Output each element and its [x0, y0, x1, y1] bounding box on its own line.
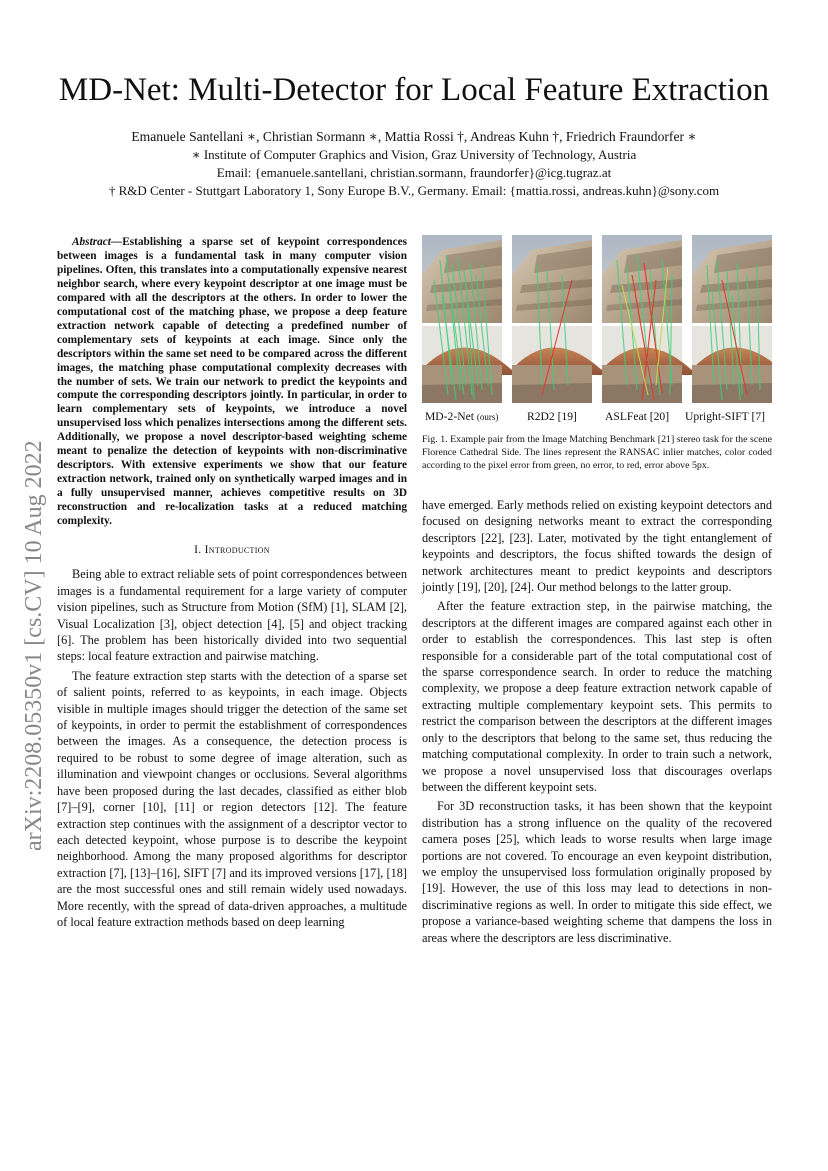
label-aslfeat: ASLFeat [20]	[605, 410, 670, 423]
abstract-label: Abstract—	[72, 236, 123, 248]
figure-1-caption: Fig. 1. Example pair from the Image Matching Benchmark [21] stereo task for the scene Florence Cathedral Side. The lines represent the RANSAC inlier matches, color coded according to the pixel error from green, no error, to red, error above 5px.	[422, 434, 772, 471]
left-column	[57, 236, 407, 933]
paragraph: For 3D reconstruction tasks, it has been shown that the keypoint distribution has a strong influence on the quality of the recovered camera poses [25], which leads to worse results when large image portions are not covered. To encourage an even keypoint distribution, we employ the unsupervised loss formulation originally proposed by [19]. However, the use of this loss may lead to detections in non-discriminative regions as well. In order to mitigate this side effect, we propose a variance-based weighting scheme that dampens the loss in areas where the descriptors are less discriminative.	[422, 799, 772, 945]
label-r2d2: R2D2 [19]	[527, 410, 577, 423]
paper-title: MD-Net: Multi-Detector for Local Feature Extraction	[58, 72, 770, 108]
arxiv-id: arXiv:2208.05350v1 [cs.CV] 10 Aug 2022	[21, 440, 47, 851]
paragraph: have emerged. Early methods relied on existing keypoint detectors and focused on designing networks meant to extract the corresponding descriptors [22], [23]. Later, motivated by the tight entanglement of keypoints and descriptors, the focus shifted towards the design of network architectures meant to predict keypoints and descriptors jointly [19], [20], [24]. Our method belongs to the latter group.	[422, 498, 772, 595]
figure-1-image	[422, 235, 772, 403]
authors-line: Emanuele Santellani ∗, Christian Sormann ∗, Mattia Rossi †, Andreas Kuhn †, Friedrich Fraundorfer ∗	[131, 129, 697, 144]
paragraph: After the feature extraction step, in the pairwise matching, the descriptors at the different images are compared against each other in order to establish the correspondences. This last step is often responsible for a considerable part of the total computational cost of the sparse correspondence search. In order to reduce the matching complexity, we propose a deep feature extraction network capable of extracting multiple complementary keypoint sets. This permits to restrict the comparison between the descriptors at the different images only to the descriptors that belong to the same set, thus reducing the matching computational complexity. In order to train such a network, we propose a novel unsupervised loss that discourages overlaps between the different keypoint sets.	[422, 599, 772, 794]
abstract	[57, 236, 407, 529]
label-upright-sift: Upright-SIFT [7]	[685, 410, 765, 423]
paragraph: The feature extraction step starts with the detection of a sparse set of salient points, referred to as keypoints, in each image. Objects visible in multiple images should trigger the detection of the same set of keypoints, in order to permit the establishment of correspondences between the images. As a consequence, the detection process is required to be robust to some degree of image alteration, such as illumination and viewpoint changes or occlusions. Several algorithms have been proposed during the last decades, classified as either blob [7]–[9], corner [10], [11] or region detectors [12]. The feature extraction step continues with the assignment of a descriptor vector to each detected keypoint, whose purpose is to describe the keypoint neighborhood. Among the many proposed algorithms for descriptor extraction [7], [13]–[16], SIFT [7] and its improved versions [17], [18] are the most successful ones and still remain widely used nowadays. More recently, with the spread of data-driven approaches, a multitude of local feature extraction methods based on deep learning	[57, 668, 407, 929]
affiliation-1: ∗ Institute of Computer Graphics and Vision, Graz University of Technology, Austria	[191, 147, 637, 162]
section-heading-introduction: I. Introduction	[194, 544, 270, 557]
label-mdnet: MD-2-Net (ours)	[425, 410, 499, 423]
author-block	[0, 128, 828, 200]
paragraph: Being able to extract reliable sets of point correspondences between images is a fundamental requirement for a large variety of computer vision pipelines, such as Structure from Motion (SfM) [1], SLAM [2], Visual Localization [3], object detection [4], [5] and object tracking [6]. The problem has been historically divided into two sequential steps: local feature extraction and pairwise matching.	[57, 567, 407, 664]
right-column	[422, 497, 772, 949]
figure-1-labels	[422, 410, 772, 426]
email-1: Email: {emanuele.santellani, christian.sormann, fraundorfer}@icg.tugraz.at	[216, 165, 612, 180]
abstract-text: Establishing a sparse set of keypoint correspondences between images is a fundamental task in many computer vision pipelines. Often, this translates into a computationally expensive nearest neighbor search, where every keypoint descriptor at one image must be compared with all the descriptors at the others. In order to lower the computational cost of the matching phase, we propose a deep feature extraction network capable of detecting a predefined number of complementary sets of keypoints at each image. Since only the descriptors within the same set need to be compared across the different images, the matching phase computational complexity decreases with the number of sets. We train our network to predict the keypoints and compute the corresponding descriptors jointly. In particular, in order to learn complementary sets of keypoints, we introduce a novel unsupervised loss which penalizes intersections among the different sets. Additionally, we propose a novel descriptor-based weighting scheme meant to penalize the detection of keypoints with non-discriminative descriptors. With extensive experiments we show that our feature extraction network, trained only on synthetically warped images and in a fully unsupervised manner, achieves competitive results on 3D reconstruction and re-localization tasks at a reduced matching complexity.	[57, 236, 407, 528]
affiliation-2: † R&D Center - Stuttgart Laboratory 1, Sony Europe B.V., Germany. Email: {mattia.rossi, andreas.kuhn}@sony.com	[108, 183, 720, 198]
arxiv-stamp	[8, 355, 52, 855]
